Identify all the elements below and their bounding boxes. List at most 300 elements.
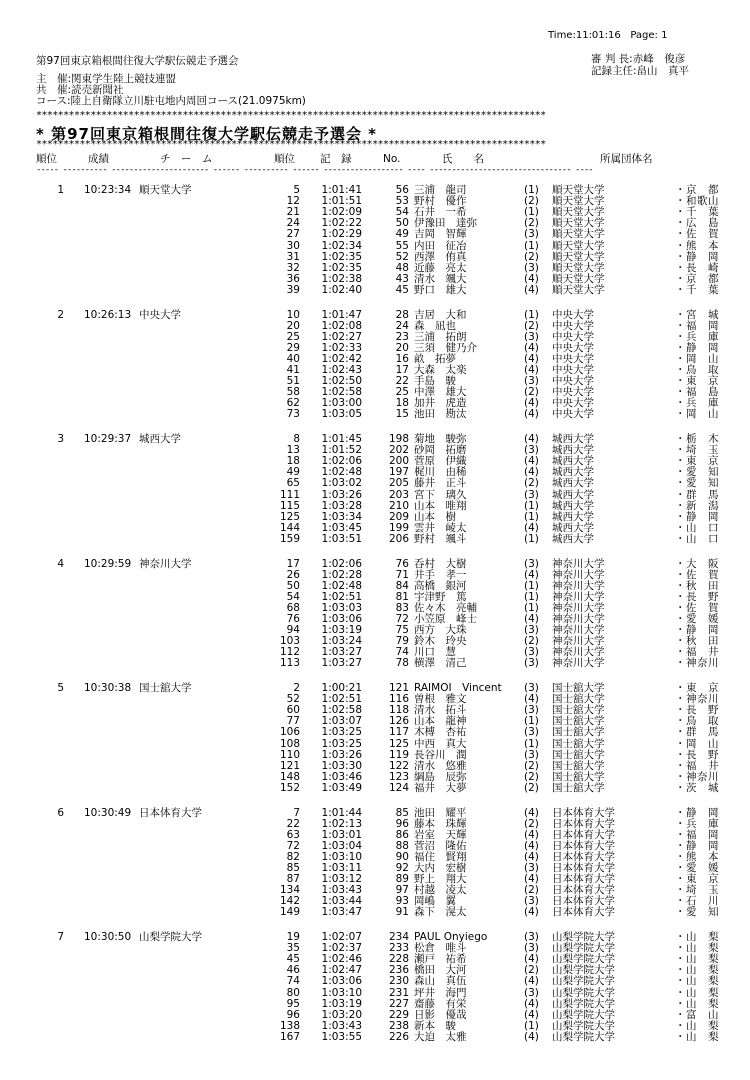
runner-affiliation: 神奈川大学 — [552, 590, 605, 603]
table-row — [0, 954, 750, 965]
runner-position: 159 — [279, 532, 300, 545]
runner-prefecture: ・神奈川 — [675, 657, 719, 670]
col-affiliation: 所属団体名 — [600, 153, 653, 165]
table-row — [0, 1032, 750, 1043]
runner-affiliation: 国士舘大学 — [552, 748, 605, 761]
runner-affiliation: 順天堂大学 — [552, 283, 605, 296]
team-name: 神奈川大学 — [139, 557, 192, 570]
col-rank: 順位 — [36, 153, 57, 165]
runner-position: 51 — [286, 375, 300, 388]
runner-grade: (3) — [524, 682, 539, 694]
runner-name: 菅沼 隆佑 — [414, 839, 467, 852]
runner-affiliation: 日本体育大学 — [552, 828, 615, 841]
runner-affiliation: 山梨学院大学 — [552, 1019, 615, 1032]
runner-no: 122 — [388, 759, 409, 772]
runner-no: 88 — [395, 839, 409, 852]
runner-prefecture: ・長 崎 — [675, 261, 719, 274]
runner-position: 52 — [286, 693, 300, 706]
runner-name: 宇津野 篤 — [414, 590, 467, 603]
runner-grade: (2) — [524, 884, 539, 897]
runner-no: 117 — [388, 726, 409, 739]
runner-grade: (3) — [524, 261, 539, 274]
runner-name: 清水 拓斗 — [414, 704, 467, 717]
runner-no: 123 — [388, 770, 409, 783]
runner-position: 24 — [286, 217, 300, 230]
team-rank: 6 — [57, 806, 64, 819]
runner-no: 230 — [388, 975, 409, 988]
runner-name: 野村 颯斗 — [414, 532, 467, 545]
runner-position: 142 — [279, 895, 300, 908]
runner-record: 1:02:06 — [321, 557, 362, 570]
runner-position: 27 — [286, 228, 300, 241]
runner-record: 1:03:47 — [321, 906, 362, 919]
runner-no: 54 — [395, 206, 409, 219]
runner-name: 菊地 駿弥 — [414, 433, 467, 445]
runner-no: 18 — [395, 397, 409, 410]
runner-name: 伊豫田 達弥 — [414, 217, 477, 230]
runner-affiliation: 城西大学 — [552, 433, 594, 445]
runner-grade: (4) — [524, 433, 539, 445]
runner-position: 113 — [279, 657, 300, 670]
runner-grade: (4) — [524, 828, 539, 841]
runner-record: 1:03:55 — [321, 1030, 362, 1043]
runner-prefecture: ・愛 知 — [675, 466, 719, 479]
team-name: 国士舘大学 — [139, 682, 192, 694]
runner-no: 202 — [388, 444, 409, 457]
runner-position: 110 — [279, 748, 300, 761]
runner-position: 49 — [286, 466, 300, 479]
runner-no: 48 — [395, 261, 409, 274]
runner-no: 53 — [395, 195, 409, 208]
judge: 審 判 長:赤峰 俊彦 — [591, 53, 686, 65]
runner-affiliation: 中央大学 — [552, 386, 594, 399]
runner-position: 76 — [286, 613, 300, 625]
runner-grade: (3) — [524, 228, 539, 241]
runner-grade: (1) — [524, 579, 539, 592]
runner-name: 菅原 伊織 — [414, 455, 467, 468]
runner-no: 15 — [395, 408, 409, 421]
course: コース:陸上自衛隊立川駐屯地内周回コース(21.0975km) — [36, 95, 306, 107]
officials — [591, 53, 689, 77]
runner-position: 13 — [286, 444, 300, 457]
runner-position: 26 — [286, 568, 300, 581]
runner-no: 197 — [388, 466, 409, 479]
runner-prefecture: ・山 梨 — [675, 964, 719, 977]
runner-grade: (1) — [524, 206, 539, 219]
runner-affiliation: 国士舘大学 — [552, 704, 605, 717]
runner-record: 1:02:40 — [321, 283, 362, 296]
runner-record: 1:03:28 — [321, 499, 362, 512]
col-no: No. — [383, 153, 401, 165]
co-organizer: 共 催:読売新聞社 — [36, 84, 124, 96]
runner-position: 50 — [286, 579, 300, 592]
runner-position: 22 — [286, 817, 300, 830]
table-row — [0, 808, 750, 819]
runner-name: 坪井 海門 — [414, 986, 467, 999]
runner-position: 115 — [279, 499, 300, 512]
runner-no: 74 — [395, 646, 409, 659]
runner-no: 233 — [388, 942, 409, 955]
table-row — [0, 218, 750, 229]
runner-grade: (1) — [524, 239, 539, 252]
runner-position: 31 — [286, 250, 300, 263]
runner-no: 125 — [388, 737, 409, 750]
runner-affiliation: 神奈川大学 — [552, 657, 605, 670]
event-title: 第97回東京箱根間往復大学駅伝競走予選会 — [36, 55, 239, 67]
runner-affiliation: 日本体育大学 — [552, 873, 615, 886]
runner-affiliation: 神奈川大学 — [552, 624, 605, 637]
runner-grade: (2) — [524, 195, 539, 208]
runner-no: 124 — [388, 781, 409, 794]
table-row — [0, 603, 750, 614]
runner-name: PAUL Onyiego — [414, 931, 488, 943]
runner-record: 1:03:20 — [321, 1008, 362, 1021]
table-row — [0, 445, 750, 456]
runner-prefecture: ・東 京 — [675, 682, 719, 694]
table-row — [0, 750, 750, 761]
runner-prefecture: ・山 梨 — [675, 997, 719, 1010]
runner-grade: (3) — [524, 444, 539, 457]
runner-no: 43 — [395, 272, 409, 285]
runner-position: 108 — [279, 737, 300, 750]
runner-no: 226 — [388, 1030, 409, 1043]
runner-no: 229 — [388, 1008, 409, 1021]
runner-position: 121 — [279, 759, 300, 772]
team-time: 10:30:50 — [84, 931, 132, 943]
runner-record: 1:02:35 — [321, 261, 362, 274]
runner-position: 60 — [286, 704, 300, 717]
runner-name: 瀬戸 祐希 — [414, 953, 467, 966]
runner-no: 90 — [395, 850, 409, 863]
runner-grade: (2) — [524, 217, 539, 230]
runner-grade: (3) — [524, 330, 539, 343]
runner-no: 205 — [388, 477, 409, 490]
runner-grade: (1) — [524, 715, 539, 728]
table-row — [0, 716, 750, 727]
runner-name: 森 凪也 — [414, 319, 456, 332]
runner-prefecture: ・福 井 — [675, 759, 719, 772]
runner-name: 藤本 珠輝 — [414, 817, 467, 830]
runner-no: 119 — [388, 748, 409, 761]
runner-grade: (1) — [524, 737, 539, 750]
runner-position: 72 — [286, 839, 300, 852]
runner-prefecture: ・山 梨 — [675, 931, 719, 943]
runner-name: RAIMOI Vincent — [414, 682, 502, 694]
table-row — [0, 252, 750, 263]
runner-name: 三浦 拓朗 — [414, 330, 467, 343]
runner-record: 1:03:04 — [321, 839, 362, 852]
table-row — [0, 376, 750, 387]
col-team: チ ー ム — [160, 153, 213, 165]
table-row — [0, 387, 750, 398]
runner-prefecture: ・兵 庫 — [675, 817, 719, 830]
runner-no: 17 — [395, 364, 409, 376]
runner-name: 岡嶋 翼 — [414, 895, 456, 908]
runner-no: 45 — [395, 283, 409, 296]
runner-grade: (3) — [524, 488, 539, 501]
table-row — [0, 999, 750, 1010]
table-row — [0, 207, 750, 218]
runner-grade: (3) — [524, 624, 539, 637]
runner-record: 1:02:50 — [321, 375, 362, 388]
runner-position: 10 — [286, 308, 300, 321]
runner-affiliation: 中央大学 — [552, 352, 594, 365]
runner-grade: (4) — [524, 408, 539, 421]
table-row — [0, 274, 750, 285]
runner-name: 福住 賢翔 — [414, 850, 467, 863]
runner-position: 62 — [286, 397, 300, 410]
table-row — [0, 285, 750, 296]
runner-record: 1:03:01 — [321, 828, 362, 841]
runner-position: 30 — [286, 239, 300, 252]
runner-name: 吉岡 智輝 — [414, 228, 467, 241]
team-time: 10:29:59 — [84, 557, 132, 570]
runner-prefecture: ・和歌山 — [675, 195, 719, 208]
runner-position: 19 — [286, 931, 300, 943]
runner-grade: (1) — [524, 510, 539, 523]
runner-grade: (2) — [524, 250, 539, 263]
team-time: 10:30:38 — [84, 682, 132, 694]
runner-prefecture: ・愛 知 — [675, 906, 719, 919]
table-row — [0, 365, 750, 376]
runner-affiliation: 順天堂大学 — [552, 272, 605, 285]
runner-no: 23 — [395, 330, 409, 343]
runner-grade: (3) — [524, 557, 539, 570]
runner-record: 1:02:48 — [321, 466, 362, 479]
runner-record: 1:02:35 — [321, 250, 362, 263]
runner-name: 清水 悠雅 — [414, 759, 467, 772]
runner-grade: (3) — [524, 657, 539, 670]
runner-record: 1:03:25 — [321, 737, 362, 750]
runner-grade: (2) — [524, 781, 539, 794]
runner-prefecture: ・茨 城 — [675, 781, 719, 794]
runner-position: 25 — [286, 330, 300, 343]
runner-position: 8 — [293, 433, 300, 445]
runner-no: 118 — [388, 704, 409, 717]
table-row — [0, 852, 750, 863]
runner-affiliation: 城西大学 — [552, 510, 594, 523]
runner-name: 宮下 璃久 — [414, 488, 467, 501]
runner-grade: (4) — [524, 364, 539, 376]
team-rank: 1 — [57, 184, 64, 196]
runner-grade: (3) — [524, 375, 539, 388]
runner-prefecture: ・静 岡 — [675, 250, 719, 263]
runner-grade: (4) — [524, 693, 539, 706]
runner-affiliation: 神奈川大学 — [552, 613, 605, 625]
runner-no: 20 — [395, 341, 409, 354]
runner-no: 50 — [395, 217, 409, 230]
table-row — [0, 658, 750, 669]
runner-no: 55 — [395, 239, 409, 252]
runner-grade: (4) — [524, 521, 539, 534]
table-row — [0, 581, 750, 592]
runner-name: 佐々木 亮輔 — [414, 601, 477, 614]
runner-grade: (1) — [524, 1019, 539, 1032]
runner-prefecture: ・大 阪 — [675, 557, 719, 570]
runner-no: 236 — [388, 964, 409, 977]
runner-no: 116 — [388, 693, 409, 706]
runner-name: 大内 宏樹 — [414, 862, 467, 874]
runner-prefecture: ・富 山 — [675, 1008, 719, 1021]
runner-position: 149 — [279, 906, 300, 919]
runner-no: 121 — [388, 682, 409, 694]
runner-affiliation: 山梨学院大学 — [552, 953, 615, 966]
runner-name: 川口 慧 — [414, 646, 456, 659]
table-row — [0, 398, 750, 409]
runner-record: 1:03:06 — [321, 975, 362, 988]
runner-prefecture: ・山 梨 — [675, 942, 719, 955]
runner-prefecture: ・静 岡 — [675, 806, 719, 819]
runner-name: 高橋 銀河 — [414, 579, 467, 592]
runner-no: 22 — [395, 375, 409, 388]
table-row — [0, 783, 750, 794]
runner-name: 横澤 清己 — [414, 657, 467, 670]
runner-prefecture: ・福 井 — [675, 646, 719, 659]
runner-name: 藤井 正斗 — [414, 477, 467, 490]
runner-position: 32 — [286, 261, 300, 274]
runner-position: 134 — [279, 884, 300, 897]
runner-grade: (4) — [524, 455, 539, 468]
col-record: 記 録 — [320, 153, 352, 165]
runner-record: 1:02:28 — [321, 568, 362, 581]
runner-position: 106 — [279, 726, 300, 739]
runner-name: 日影 優哉 — [414, 1008, 467, 1021]
table-row — [0, 896, 750, 907]
runner-position: 73 — [286, 408, 300, 421]
runner-name: 西澤 侑真 — [414, 250, 467, 263]
runner-affiliation: 中央大学 — [552, 308, 594, 321]
table-row — [0, 185, 750, 196]
runner-name: 福井 大夢 — [414, 781, 467, 794]
runner-grade: (3) — [524, 942, 539, 955]
runner-record: 1:02:43 — [321, 364, 362, 376]
runner-record: 1:01:51 — [321, 195, 362, 208]
runner-affiliation: 城西大学 — [552, 488, 594, 501]
team-name: 日本体育大学 — [139, 806, 202, 819]
runner-grade: (3) — [524, 862, 539, 874]
runner-grade: (2) — [524, 635, 539, 648]
recorder: 記録主任:畠山 真平 — [591, 65, 690, 77]
runner-name: 清水 颯大 — [414, 272, 467, 285]
runner-no: 86 — [395, 828, 409, 841]
runner-name: 山本 樹 — [414, 510, 456, 523]
table-row — [0, 830, 750, 841]
runner-record: 1:02:06 — [321, 455, 362, 468]
team-name: 順天堂大学 — [139, 184, 192, 196]
runner-affiliation: 山梨学院大学 — [552, 986, 615, 999]
runner-grade: (3) — [524, 748, 539, 761]
runner-prefecture: ・長 野 — [675, 590, 719, 603]
runner-grade: (2) — [524, 817, 539, 830]
runner-grade: (2) — [524, 386, 539, 399]
runner-record: 1:02:13 — [321, 817, 362, 830]
runner-no: 52 — [395, 250, 409, 263]
runner-record: 1:02:51 — [321, 693, 362, 706]
runner-record: 1:03:30 — [321, 759, 362, 772]
runner-position: 35 — [286, 942, 300, 955]
runner-affiliation: 山梨学院大学 — [552, 997, 615, 1010]
table-row — [0, 841, 750, 852]
runner-grade: (4) — [524, 283, 539, 296]
runner-grade: (2) — [524, 759, 539, 772]
table-row — [0, 988, 750, 999]
runner-position: 39 — [286, 283, 300, 296]
table-row — [0, 263, 750, 274]
col-position: 順位 — [274, 153, 295, 165]
runner-name: 大森 太楽 — [414, 364, 467, 376]
runner-affiliation: 日本体育大学 — [552, 817, 615, 830]
runner-record: 1:02:22 — [321, 217, 362, 230]
runner-record: 1:01:44 — [321, 806, 362, 819]
runner-affiliation: 国士舘大学 — [552, 737, 605, 750]
runner-name: 池田 耀平 — [414, 806, 467, 819]
runner-prefecture: ・山 口 — [675, 532, 719, 545]
runner-no: 209 — [388, 510, 409, 523]
time-page-line — [548, 30, 667, 41]
runner-name: 新本 駿 — [414, 1019, 456, 1032]
runner-position: 63 — [286, 828, 300, 841]
table-row — [0, 490, 750, 501]
runner-name: 三須 健乃介 — [414, 341, 477, 354]
runner-grade: (4) — [524, 613, 539, 625]
runner-position: 29 — [286, 341, 300, 354]
team-name: 中央大学 — [139, 308, 181, 321]
runner-position: 95 — [286, 997, 300, 1010]
table-row — [0, 636, 750, 647]
event-meta — [36, 74, 306, 107]
runner-grade: (3) — [524, 895, 539, 908]
runner-position: 82 — [286, 850, 300, 863]
table-row — [0, 739, 750, 750]
runner-affiliation: 山梨学院大学 — [552, 1008, 615, 1021]
runner-prefecture: ・佐 賀 — [675, 568, 719, 581]
runner-name: 呑村 大樹 — [414, 557, 467, 570]
runner-prefecture: ・秋 田 — [675, 579, 719, 592]
runner-record: 1:03:49 — [321, 781, 362, 794]
runner-grade: (3) — [524, 726, 539, 739]
runner-affiliation: 山梨学院大学 — [552, 975, 615, 988]
table-row — [0, 705, 750, 716]
runner-affiliation: 日本体育大学 — [552, 884, 615, 897]
table-row — [0, 772, 750, 783]
runner-affiliation: 中央大学 — [552, 408, 594, 421]
runner-record: 1:03:24 — [321, 635, 362, 648]
runner-prefecture: ・岡 山 — [675, 352, 719, 365]
runner-name: 砂岡 拓磨 — [414, 444, 467, 457]
header-dashes: ----- ---------- ---------------------- ------ ---------- ------ ------------------ ---- -------------------------------- ---- — [36, 165, 593, 175]
runner-grade: (4) — [524, 975, 539, 988]
runner-position: 21 — [286, 206, 300, 219]
runner-record: 1:03:19 — [321, 624, 362, 637]
runner-record: 1:02:38 — [321, 272, 362, 285]
page-label: Page: 1 — [630, 30, 668, 41]
runner-affiliation: 神奈川大学 — [552, 646, 605, 659]
runner-grade: (2) — [524, 770, 539, 783]
runner-prefecture: ・愛 媛 — [675, 613, 719, 625]
runner-prefecture: ・広 島 — [675, 217, 719, 230]
runner-no: 89 — [395, 873, 409, 886]
runner-affiliation: 神奈川大学 — [552, 568, 605, 581]
runner-affiliation: 中央大学 — [552, 319, 594, 332]
runner-grade: (4) — [524, 352, 539, 365]
runner-grade: (3) — [524, 931, 539, 943]
runner-no: 25 — [395, 386, 409, 399]
table-row — [0, 321, 750, 332]
runner-affiliation: 日本体育大学 — [552, 906, 615, 919]
runner-name: 西方 大珠 — [414, 624, 467, 637]
runner-prefecture: ・静 岡 — [675, 624, 719, 637]
table-row — [0, 534, 750, 545]
